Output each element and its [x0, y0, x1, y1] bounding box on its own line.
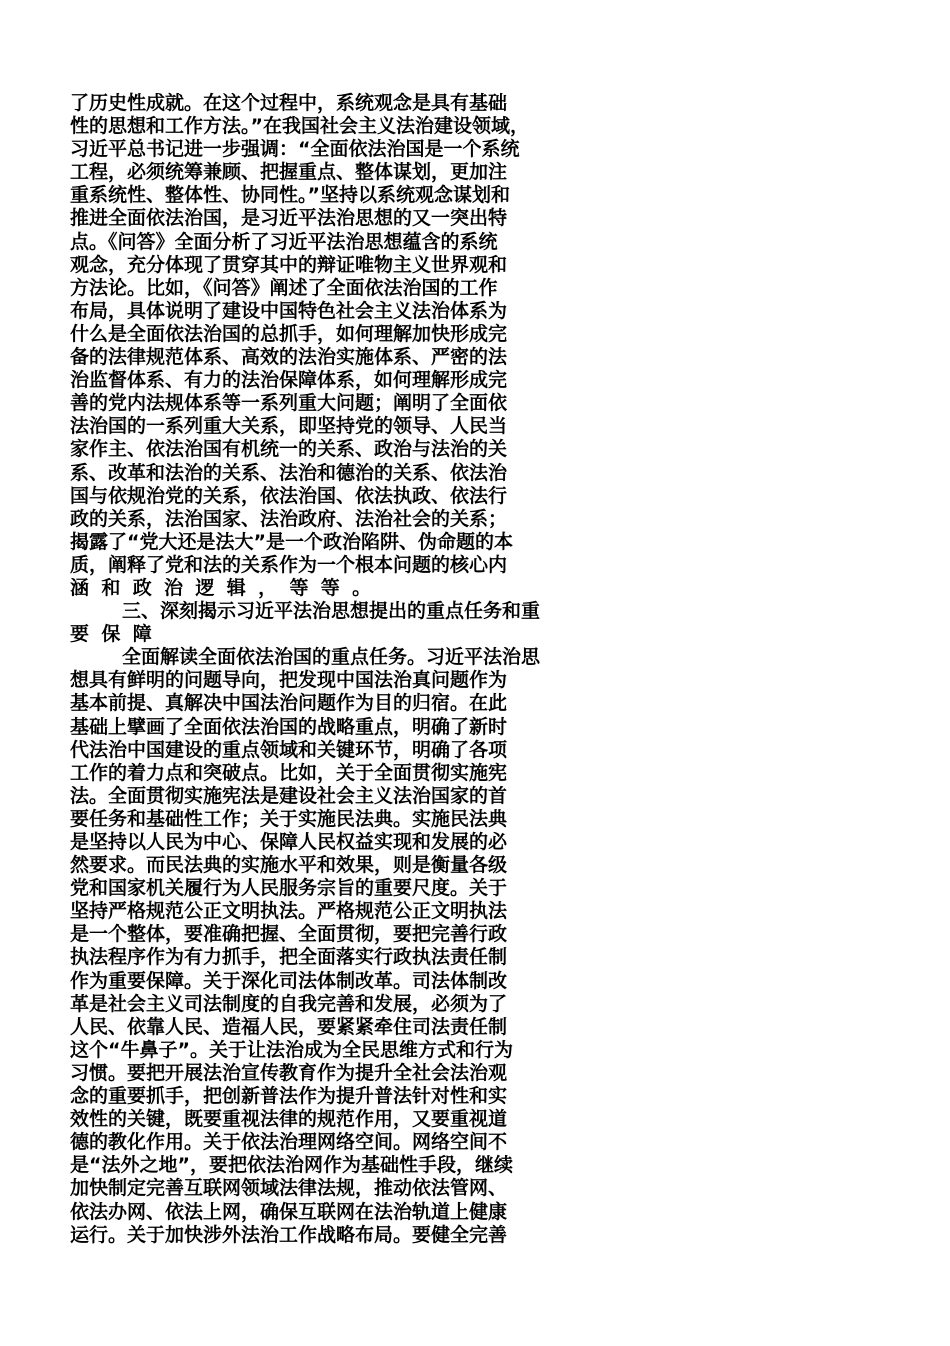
text-line: 是坚持以人民为中心、保障人民权益实现和发展的必 [70, 831, 508, 853]
text-line: 质，阐释了党和法的关系作为一个根本问题的核心内 [70, 553, 508, 576]
text-line: 点。《问答》全面分析了习近平法治思想蕴含的系统 [70, 230, 498, 253]
text-line: 运行。关于加快涉外法治工作战略布局。要健全完善 [70, 1223, 508, 1246]
text-line: 备的法律规范体系、高效的法治实施体系、严密的法 [70, 346, 508, 369]
text-line: 重系统性、整体性、协同性。”坚持以系统观念谋划和 [70, 184, 510, 207]
text-line: 坚持严格规范公正文明执法。严格规范公正文明执法 [70, 900, 508, 923]
text-line: 然要求。而民法典的实施水平和效果，则是衡量各级 [70, 854, 508, 877]
text-line: 党和国家机关履行为人民服务宗旨的重要尺度。关于 [70, 877, 508, 900]
text-line: 什么是全面依法治国的总抓手，如何理解加快形成完 [70, 322, 508, 345]
text-line: 基本前提、真解决中国法治问题作为目的归宿。在此 [70, 692, 508, 715]
text-line: 想具有鲜明的问题导向，把发现中国法治真问题作为 [70, 669, 508, 692]
text-line: 念的重要抓手，把创新普法作为提升普法针对性和实 [70, 1085, 508, 1108]
document-page [70, 92, 870, 1247]
text-line: 系、改革和法治的关系、法治和德治的关系、依法治 [70, 461, 508, 484]
text-line: 依法办网、依法上网，确保互联网在法治轨道上健康 [70, 1200, 508, 1223]
text-line: 政的关系，法治国家、法治政府、法治社会的关系； [70, 507, 508, 530]
text-line: 代法治中国建设的重点领域和关键环节，明确了各项 [70, 738, 508, 761]
text-line: 是一个整体，要准确把握、全面贯彻，要把完善行政 [70, 923, 508, 946]
text-line: 效性的关键，既要重视法律的规范作用，又要重视道 [70, 1108, 508, 1131]
text-line: 加快制定完善互联网领域法律法规，推动依法管网、 [70, 1177, 508, 1200]
text-line: 推进全面依法治国，是习近平法治思想的又一突出特 [70, 207, 508, 230]
text-line: 基础上擘画了全面依法治国的战略重点，明确了新时 [70, 715, 508, 738]
text-line: 工程，必须统筹兼顾、把握重点、整体谋划，更加注 [70, 161, 508, 184]
text-line: 是“法外之地”，要把依法治网作为基础性手段，继续 [70, 1154, 513, 1177]
text-line: 要任务和基础性工作；关于实施民法典。实施民法典 [70, 807, 508, 830]
text-line: 习近平总书记进一步强调：“全面依法治国是一个系统 [70, 138, 520, 161]
text-line: 习惯。要把开展法治宣传教育作为提升全社会法治观 [70, 1061, 508, 1084]
text-line: 涵和政治逻辑，等等。 [70, 576, 384, 599]
text-line: 善的党内法规体系等一系列重大问题；阐明了全面依 [70, 392, 508, 415]
text-line: 执法程序作为有力抓手，把全面落实行政执法责任制 [70, 946, 508, 969]
paragraph-first-line: 三、深刻揭示习近平法治思想提出的重点任务和重 [122, 600, 541, 623]
text-line: 德的教化作用。关于依法治理网络空间。网络空间不 [70, 1131, 508, 1154]
text-line: 革是社会主义司法制度的自我完善和发展，必须为了 [70, 992, 508, 1015]
text-line: 了历史性成就。在这个过程中，系统观念是具有基础 [70, 92, 508, 114]
text-line: 布局，具体说明了建设中国特色社会主义法治体系为 [70, 299, 508, 322]
text-line: 作为重要保障。关于深化司法体制改革。司法体制改 [70, 969, 508, 992]
text-line: 法。全面贯彻实施宪法是建设社会主义法治国家的首 [70, 784, 508, 807]
text-line: 方法论。比如，《问答》阐述了全面依法治国的工作 [70, 276, 498, 299]
text-line: 国与依规治党的关系，依法治国、依法执政、依法行 [70, 484, 508, 507]
text-line: 法治国的一系列重大关系，即坚持党的领导、人民当 [70, 415, 508, 438]
text-line: 观念，充分体现了贯穿其中的辩证唯物主义世界观和 [70, 253, 508, 276]
text-line: 家作主、依法治国有机统一的关系、政治与法治的关 [70, 438, 508, 461]
paragraph-first-line: 全面解读全面依法治国的重点任务。习近平法治思 [122, 646, 541, 669]
text-line: 治监督体系、有力的法治保障体系，如何理解形成完 [70, 369, 508, 392]
text-line: 人民、依靠人民、造福人民，要紧紧牵住司法责任制 [70, 1015, 508, 1038]
text-line: 这个“牛鼻子”。关于让法治成为全民思维方式和行为 [70, 1038, 513, 1061]
text-line: 性的思想和工作方法。”在我国社会主义法治建设领域， [70, 115, 529, 138]
text-line: 工作的着力点和突破点。比如，关于全面贯彻实施宪 [70, 761, 508, 784]
text-line: 揭露了“党大还是法大”是一个政治陷阱、伪命题的本 [70, 530, 513, 553]
text-line: 要保障 [70, 623, 165, 646]
